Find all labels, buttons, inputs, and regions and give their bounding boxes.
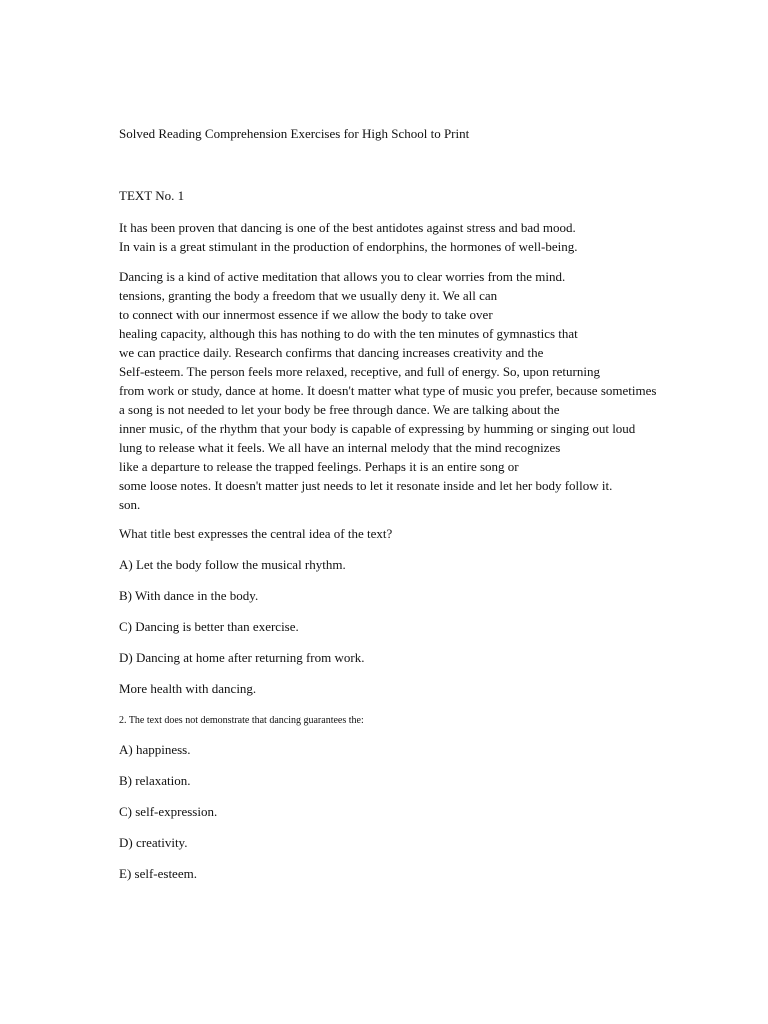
paragraph-line: we can practice daily. Research confirms that dancing increases creativity and the — [119, 345, 544, 360]
paragraph-line: Dancing is a kind of active meditation that allows you to clear worries from the mind. — [119, 269, 566, 284]
paragraph-line: Self-esteem. The person feels more relaxed, receptive, and full of energy. So, upon returning — [119, 364, 600, 379]
paragraph-line: lung to release what it feels. We all have an internal melody that the mind recognizes — [119, 440, 561, 455]
paragraph-line: from work or study, dance at home. It doesn't matter what type of music you prefer, because sometimes — [119, 383, 657, 398]
text-heading: TEXT No. 1 — [119, 188, 185, 203]
intro-paragraph — [119, 218, 692, 256]
q2-option-b: B) relaxation. — [119, 773, 191, 788]
paragraph-line: son. — [119, 497, 141, 512]
q1-option-b: B) With dance in the body. — [119, 588, 259, 603]
q2-option-e: E) self-esteem. — [119, 866, 197, 881]
q2-option-c: C) self-expression. — [119, 804, 218, 819]
paragraph-line: healing capacity, although this has nothing to do with the ten minutes of gymnastics that — [119, 326, 578, 341]
question-1: What title best expresses the central idea of the text? — [119, 526, 393, 541]
paragraph-line: tensions, granting the body a freedom that we usually deny it. We all can — [119, 288, 498, 303]
paragraph-line: inner music, of the rhythm that your body is capable of expressing by humming or singing out loud — [119, 421, 636, 436]
main-paragraph — [119, 267, 692, 514]
paragraph-line: to connect with our innermost essence if we allow the body to take over — [119, 307, 493, 322]
q1-option-d: D) Dancing at home after returning from work. — [119, 650, 365, 665]
q2-option-d: D) creativity. — [119, 835, 188, 850]
paragraph-line: a song is not needed to let your body be free through dance. We are talking about the — [119, 402, 560, 417]
q1-option-e: More health with dancing. — [119, 681, 257, 696]
paragraph-line: some loose notes. It doesn't matter just needs to let it resonate inside and let her body follow it. — [119, 478, 613, 493]
document-title: Solved Reading Comprehension Exercises for High School to Print — [119, 126, 470, 141]
q1-option-a: A) Let the body follow the musical rhythm. — [119, 557, 346, 572]
q1-option-c: C) Dancing is better than exercise. — [119, 619, 299, 634]
intro-line: In vain is a great stimulant in the production of endorphins, the hormones of well-being. — [119, 239, 578, 254]
intro-line: It has been proven that dancing is one of the best antidotes against stress and bad mood. — [119, 220, 576, 235]
question-2: 2. The text does not demonstrate that dancing guarantees the: — [119, 715, 364, 726]
paragraph-line: like a departure to release the trapped feelings. Perhaps it is an entire song or — [119, 459, 519, 474]
q2-option-a: A) happiness. — [119, 742, 191, 757]
